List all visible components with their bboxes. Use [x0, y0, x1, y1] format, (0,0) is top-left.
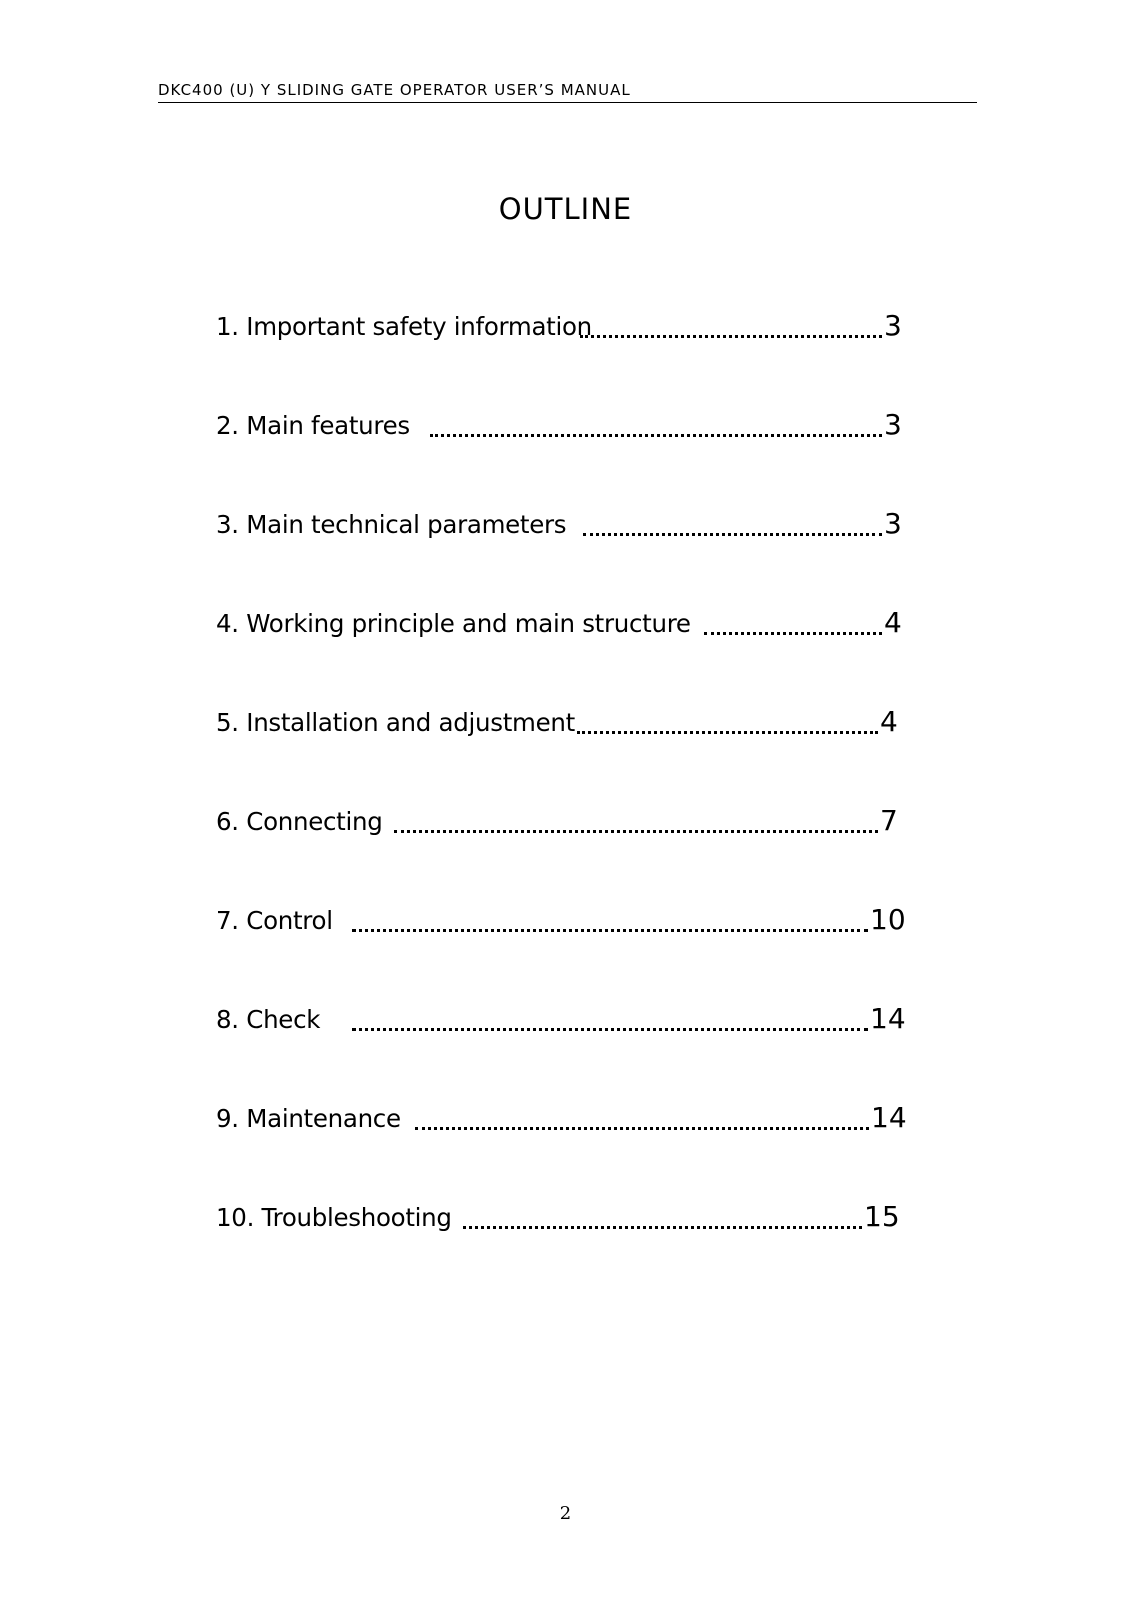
toc-entry-label: 10. Troubleshooting [216, 1203, 452, 1232]
toc-leader-dots [580, 335, 882, 338]
toc-page-number: 3 [884, 309, 902, 342]
toc-page-number: 7 [880, 804, 898, 837]
toc-leader-dots [352, 929, 868, 932]
page-title: OUTLINE [498, 192, 633, 226]
toc-page-number: 4 [884, 606, 902, 639]
toc-entry-label: 9. Maintenance [216, 1104, 401, 1133]
toc-page-number: 10 [870, 903, 906, 936]
toc-entry-label: 4. Working principle and main structure [216, 609, 691, 638]
toc-page-number: 15 [864, 1200, 900, 1233]
toc-leader-dots [352, 1028, 868, 1031]
toc-entry-label: 1. Important safety information [216, 312, 592, 341]
toc-entry-label: 2. Main features [216, 411, 410, 440]
toc-entry-label: 5. Installation and adjustment [216, 708, 575, 737]
toc-leader-dots [577, 731, 878, 734]
toc-entry-label: 7. Control [216, 906, 333, 935]
toc-page-number: 3 [884, 507, 902, 540]
toc-entry-label: 6. Connecting [216, 807, 383, 836]
toc-page-number: 4 [880, 705, 898, 738]
toc-leader-dots [583, 533, 882, 536]
toc-entry-label: 3. Main technical parameters [216, 510, 567, 539]
running-header: DKC400 (U) Y SLIDING GATE OPERATOR USER’S MANUAL [158, 81, 631, 99]
toc-page-number: 14 [871, 1101, 907, 1134]
toc-leader-dots [394, 830, 878, 833]
toc-leader-dots [430, 434, 882, 437]
toc-entry-label: 8. Check [216, 1005, 321, 1034]
toc-page-number: 14 [870, 1002, 906, 1035]
toc-leader-dots [415, 1127, 869, 1130]
toc-leader-dots [463, 1226, 862, 1229]
toc-page-number: 3 [884, 408, 902, 441]
page-number: 2 [559, 1503, 572, 1524]
toc-leader-dots [704, 632, 882, 635]
